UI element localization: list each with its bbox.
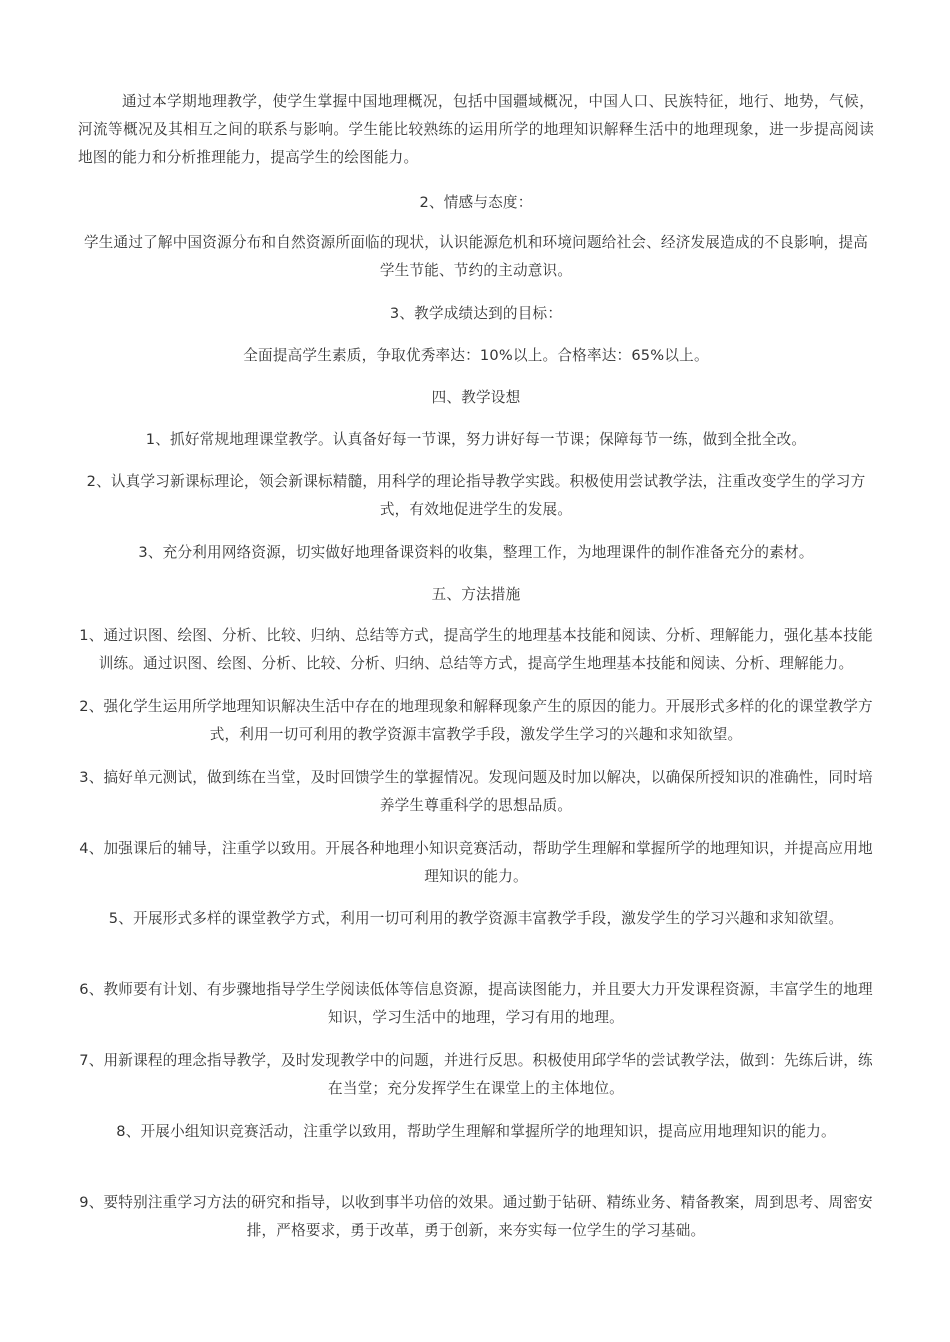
part-5-item-9: 9、要特别注重学习方法的研究和指导，以收到事半功倍的效果。通过勤于钻研、精练业务、精备教案，周到思考、周密安排，严格要求，勇于改革，勇于创新，来夯实每一位学生的学习基础。 — [79, 1194, 873, 1239]
intro-paragraph: 通过本学期地理教学，使学生掌握中国地理概况，包括中国疆域概况，中国人口、民族特征，地行、地势，气候，河流等概况及其相互之间的联系与影响。学生能比较熟练的运用所学的地理知识解释生活中的地理现象，进一步提高阅读地图的能力和分析推理能力，提高学生的绘图能力。 — [78, 93, 874, 166]
section-2-heading: 2、情感与态度： — [419, 194, 533, 211]
part-4-item-2: 2、认真学习新课标理论，领会新课标精髓，用科学的理论指导教学实践。积极使用尝试教学法，注重改变学生的学习方式，有效地促进学生的发展。 — [86, 473, 866, 518]
section-2-text: 学生通过了解中国资源分布和自然资源所面临的现状，认识能源危机和环境问题给社会、经济发展造成的不良影响，提高学生节能、节约的主动意识。 — [83, 234, 869, 279]
part-5-item-2: 2、强化学生运用所学地理知识解决生活中存在的地理现象和解释现象产生的原因的能力。开展形式多样的化的课堂教学方式，利用一切可利用的教学资源丰富教学手段，激发学生学习的兴趣和求知欲望。 — [79, 698, 873, 743]
part-5-item-6: 6、教师要有计划、有步骤地指导学生学阅读低体等信息资源，提高读图能力，并且要大力开发课程资源，丰富学生的地理知识，学习生活中的地理，学习有用的地理。 — [79, 981, 873, 1026]
part-5-item-5: 5、开展形式多样的课堂教学方式，利用一切可利用的教学资源丰富教学手段，激发学生的学习兴趣和求知欲望。 — [108, 910, 844, 927]
section-3-text: 全面提高学生素质，争取优秀率达：10%以上。合格率达：65%以上。 — [243, 347, 709, 364]
part-4-heading: 四、教学设想 — [431, 389, 521, 406]
part-4-item-3: 3、充分利用网络资源，切实做好地理备课资料的收集，整理工作，为地理课件的制作准备充分的素材。 — [138, 544, 814, 561]
part-5-item-7: 7、用新课程的理念指导教学，及时发现教学中的问题，并进行反思。积极使用邱学华的尝试教学法，做到：先练后讲，练在当堂；充分发挥学生在课堂上的主体地位。 — [79, 1052, 873, 1097]
part-5-item-8: 8、开展小组知识竞赛活动，注重学以致用，帮助学生理解和掌握所学的地理知识，提高应用地理知识的能力。 — [116, 1123, 836, 1140]
part-4-item-1: 1、抓好常规地理课堂教学。认真备好每一节课，努力讲好每一节课；保障每节一练，做到全批全改。 — [145, 431, 807, 448]
part-5-item-3: 3、搞好单元测试，做到练在当堂，及时回馈学生的掌握情况。发现问题及时加以解决，以确保所授知识的准确性，同时培养学生尊重科学的思想品质。 — [79, 769, 873, 814]
part-5-item-4: 4、加强课后的辅导，注重学以致用。开展各种地理小知识竞赛活动，帮助学生理解和掌握所学的地理知识，并提高应用地理知识的能力。 — [79, 840, 873, 885]
section-3-heading: 3、教学成绩达到的目标： — [389, 305, 563, 322]
part-5-item-1: 1、通过识图、绘图、分析、比较、归纳、总结等方式，提高学生的地理基本技能和阅读、分析、理解能力，强化基本技能训练。通过识图、绘图、分析、比较、分析、归纳、总结等方式，提高学生地理基本技能和阅读、分析、理解能力。 — [79, 627, 873, 672]
part-5-heading: 五、方法措施 — [431, 586, 521, 603]
